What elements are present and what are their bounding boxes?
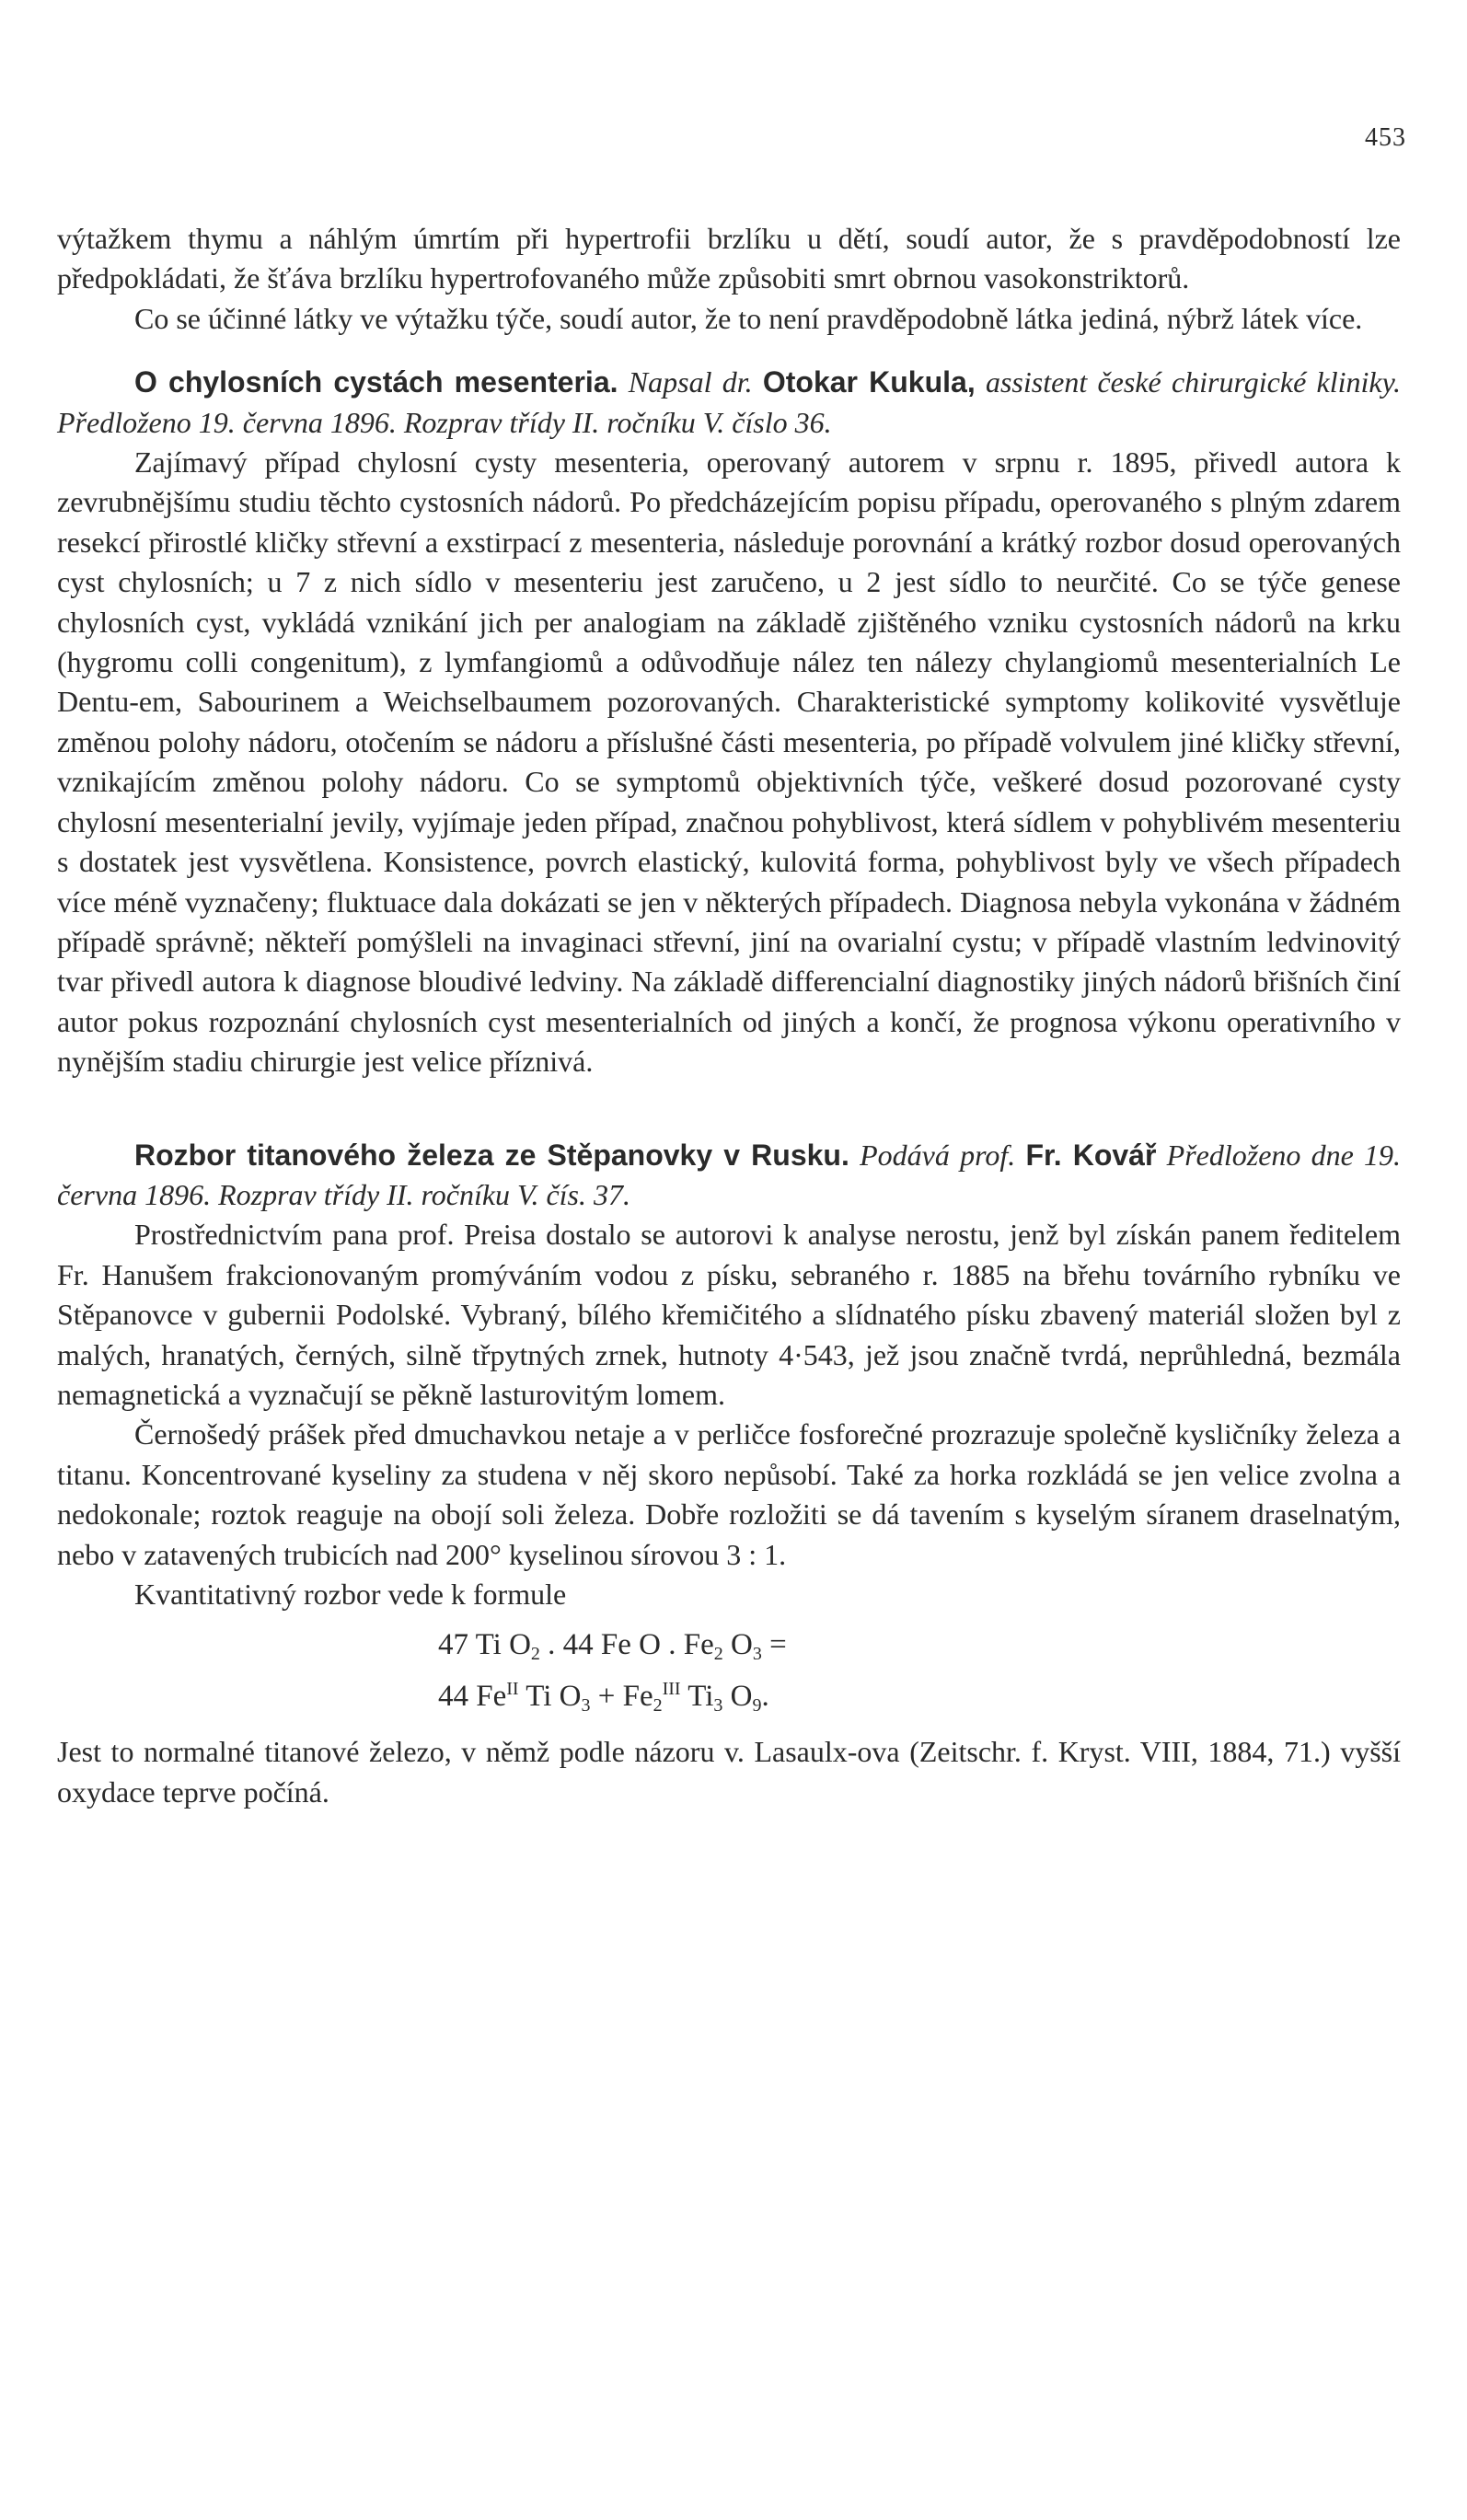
- page-number: 453: [1365, 123, 1406, 152]
- article-1-heading: [57, 363, 1401, 443]
- article-2-title: Rozbor titanového železa ze Stěpanovky v Rusku.: [134, 1138, 849, 1172]
- article-2-heading: [57, 1136, 1401, 1216]
- article-1-meta-suffix: assistent české chirurgické kliniky. Předloženo 19. června 1896. Rozprav třídy II. ročníku V. číslo 36.: [57, 365, 1402, 439]
- article-2-paragraph-3: Kvantitativný rozbor vede k formule: [134, 1578, 567, 1611]
- article-1-author: Otokar Kukula,: [762, 365, 976, 399]
- article-2-paragraph-4: Jest to normalné titanové železo, v němž podle názoru v. Lasaulx-ova (Zeitschr. f. Kryst. VIII, 1884, 71.) vyšší oxydace teprve počíná.: [57, 1735, 1401, 1809]
- article-2-author: Fr. Kovář: [1025, 1138, 1157, 1172]
- article-2-paragraph-1: Prostřednictvím pana prof. Preisa dostalo se autorovi k analyse nerostu, jenž byl získán panem ředitelem Fr. Hanušem frakcionovaným promýváním vodou z písku, sebraného r. 1885 na břehu továrního rybníku ve Stěpanovce v gubernii Podolské. Vybraný, bílého křemičitého a slídnatého písku zbavený materiál složen byl z malých, hranatých, černých, silně třpytných zrnek, hutnoty 4·543, jež jsou značně tvrdá, neprůhledná, bezmála nemagnetická a vyznačují se pěkně lasturovitým lomem.: [57, 1218, 1401, 1411]
- article-2-paragraph-2: Černošedý prášek před dmuchavkou netaje a v perličce fosforečné prozrazuje společně kysličníky železa a titanu. Koncentrované kyseliny za studena v něj skoro nepůsobí. Také za horka rozkládá se jen velice zvolna a nedokonale; roztok reaguje na obojí soli železa. Dobře rozložiti se dá tavením s kyselým síranem draselnatým, nebo v zatavených trubicích nad 200° kyselinou sírovou 3 : 1.: [57, 1417, 1401, 1571]
- article-1-meta-prefix: Napsal dr.: [628, 365, 753, 399]
- formula-line-1: 47 Ti $O_2$ . 44 Fe O . $Fe_2$ $O_3$ =: [438, 1628, 787, 1665]
- chemical-formula: [57, 1627, 1401, 1723]
- intro-paragraph-1: výtažkem thymu a náhlým úmrtím při hypertrofii brzlíku u dětí, soudí autor, že s pravděpodobností lze předpokládati, že šťáva brzlíku hypertrofovaného může způsobiti smrt obrnou vasokonstriktorů.: [57, 222, 1401, 295]
- article-1-title: O chylosních cystách mesenteria.: [134, 365, 618, 399]
- article-1-body: Zajímavý případ chylosní cysty mesenteria, operovaný autorem v srpnu r. 1895, přivedl autora k zevrubnějšímu studiu těchto cystosních nádorů. Po předcházejícím popisu případu, operovaného s plným zdarem resekcí přirostlé kličky střevní a exstirpací z mesenteria, následuje porovnání a krátký rozbor dosud operovaných cyst chylosních; u 7 z nich sídlo v mesenteriu jest zaručeno, u 2 jest sídlo to neurčité. Co se týče genese chylosních cyst, vykládá vznikání jich per analogiam na základě zjištěného vzniku cystosních nádorů na krku (hygromu colli congenitum), z lymfangiomů a odůvodňuje nález ten nálezy chylangiomů mesenterialních Le Dentu-em, Sabourinem a Weichselbaumem pozorovaných. Charakteristické symptomy kolikovité vysvětluje změnou polohy nádoru, otočením se nádoru a příslušné části mesenteria, po případě volvulem jiné kličky střevní, vznikajícím změnou polohy nádoru. Co se symptomů objektivních týče, veškeré dosud pozorované cysty chylosní mesenterialní jevily, vyjímaje jeden případ, značnou pohyblivost, která sídlem v pohyblivém mesenteriu s dostatek jest vysvětlena. Konsistence, povrch elastický, kulovitá forma, pohyblivost byly ve všech případech více méně vyznačeny; fluktuace dala dokázati se jen v některých případech. Diagnosa nebyla vykonána v žádném případě správně; někteří pomýšleli na invaginaci střevní, jiní na ovarialní cystu; v případě vlastním ledvinovitý tvar přivedl autora k diagnose bloudivé ledviny. Na základě differencialní diagnostiky jiných nádorů břišních činí autor pokus rozpoznání chylosních cyst mesenterialních od jiných a končí, že prognosa výkonu operativního v nynějším stadiu chirurgie jest velice příznivá.: [57, 445, 1401, 1079]
- intro-paragraph-2: Co se účinné látky ve výtažku týče, soudí autor, že to není pravděpodobně látka jediná, nýbrž látek více.: [134, 301, 1363, 335]
- text-column: [57, 219, 1401, 1812]
- formula-line-2: 44 $Fe^{II}$ Ti $O_3 + Fe_2^{III}$ $Ti_3$ $O_9$.: [438, 1679, 769, 1717]
- article-2-meta-prefix: Podává prof.: [860, 1138, 1016, 1172]
- article-2-meta-suffix: Předloženo dne 19. června 1896. Rozprav třídy II. ročníku V. čís. 37.: [57, 1138, 1402, 1211]
